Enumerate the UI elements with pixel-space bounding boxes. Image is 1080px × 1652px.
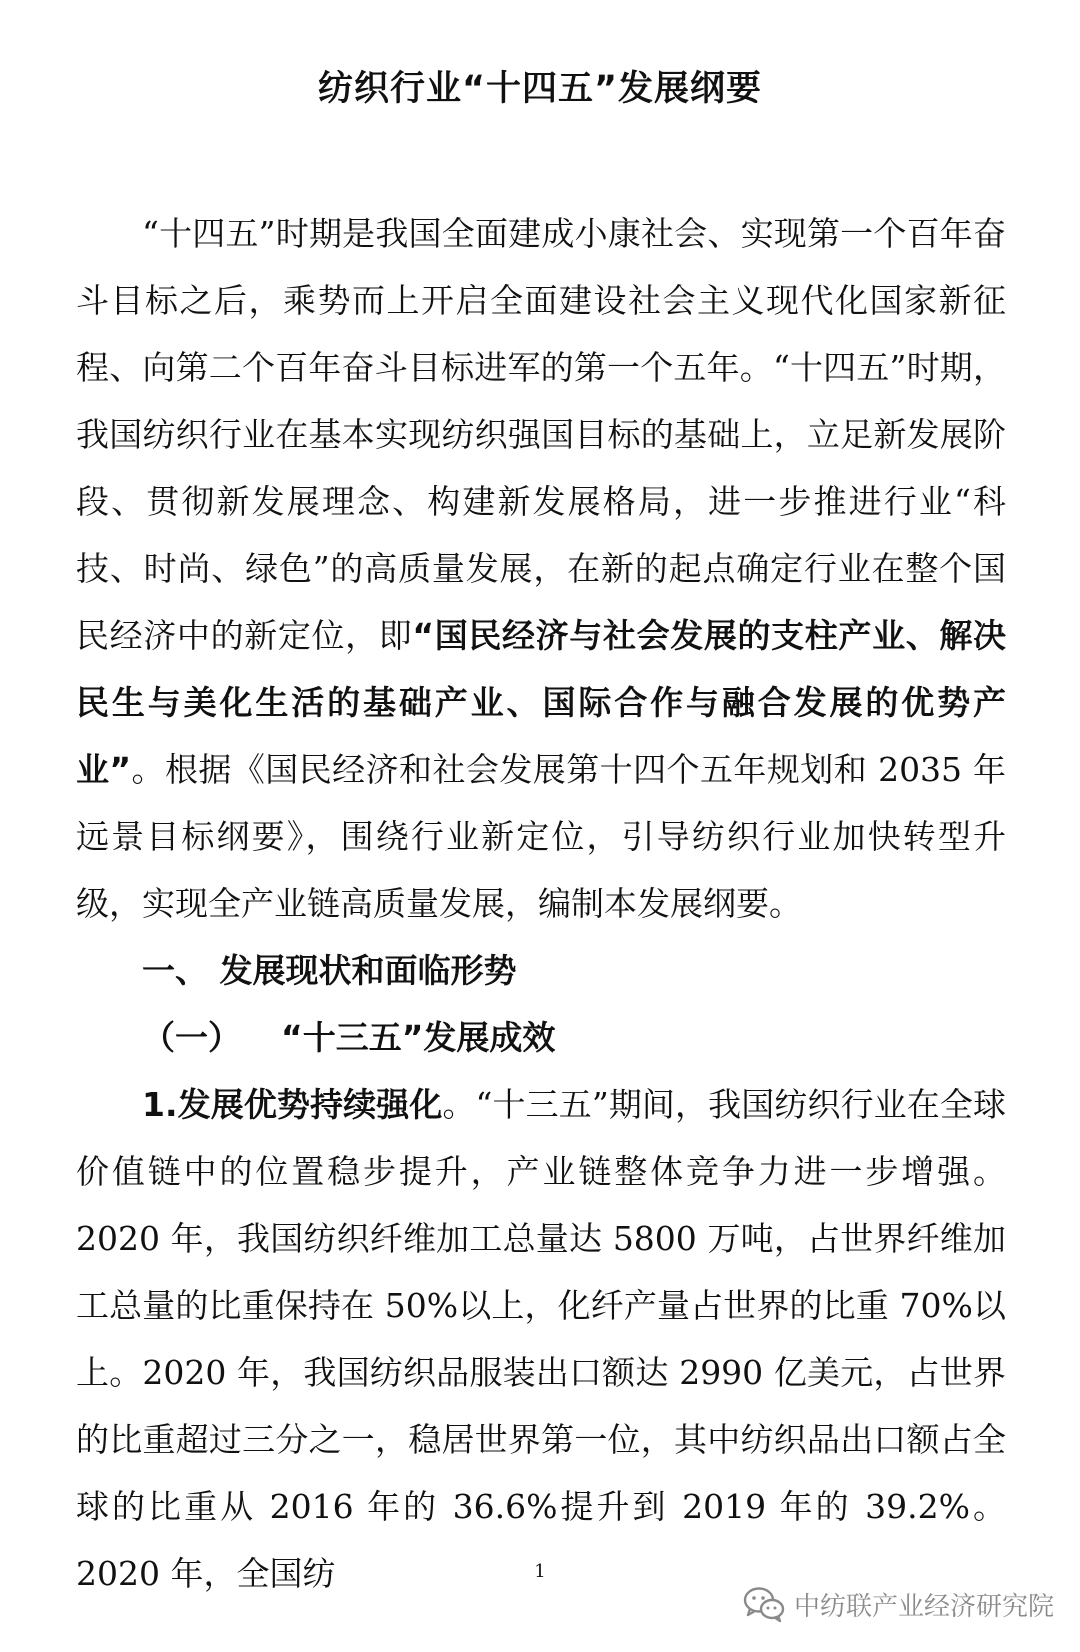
subsection-label: （一）	[142, 1018, 241, 1057]
point-paragraph	[76, 1071, 1006, 1607]
section-heading: 一、 发展现状和面临形势	[142, 951, 517, 990]
document-body	[76, 200, 1006, 1607]
intro-paragraph	[76, 200, 1006, 937]
watermark	[742, 1584, 1054, 1624]
wechat-icon	[742, 1584, 786, 1624]
point-text: 。“十三五”期间，我国纺织行业在全球价值链中的位置稳步提升，产业链整体竞争力进一步增强。2020 年，我国纺织纤维加工总量达 5800 万吨，占世界纤维加工总量的比重保持在 50%以上，化纤产量占世界的比重 70%以上。2020 年，我国纺织品服装出口额达 2990 亿美元，占世界的比重超过三分之一，稳居世界第一位，其中纺织品出口额占全球的比重从 2016 年的 36.6%提升到 2019 年的 39.2%。2020 年，全国纺	[76, 1085, 1006, 1593]
page-number: 1	[534, 1561, 546, 1582]
document-title: 纺织行业“十四五”发展纲要	[317, 69, 762, 109]
subsection-heading	[76, 1004, 1006, 1071]
subsection-title: “十三五”发展成效	[281, 1018, 556, 1057]
intro-text-part1: “十四五”时期是我国全面建成小康社会、实现第一个百年奋斗目标之后，乘势而上开启全面建设社会主义现代化国家新征程、向第二个百年奋斗目标进军的第一个五年。“十四五”时期，我国纺织行业在基本实现纺织强国目标的基础上，立足新发展阶段、贯彻新发展理念、构建新发展格局，进一步推进行业“科技、时尚、绿色”的高质量发展，在新的起点确定行业在整个国民经济中的新定位，即	[76, 214, 1006, 655]
intro-emphasis: “国民经济与社会发展的支柱产业、解决民生与美化生活的基础产业、国际合作与融合发展的优势产业”	[76, 616, 1006, 789]
intro-text-part2: 。根据《国民经济和社会发展第十四个五年规划和 2035 年远景目标纲要》，围绕行业新定位，引导纺织行业加快转型升级，实现全产业链高质量发展，编制本发展纲要。	[76, 750, 1006, 923]
watermark-text: 中纺联产业经济研究院	[793, 1591, 1054, 1622]
point-label: 1.发展优势持续强化	[142, 1085, 443, 1124]
